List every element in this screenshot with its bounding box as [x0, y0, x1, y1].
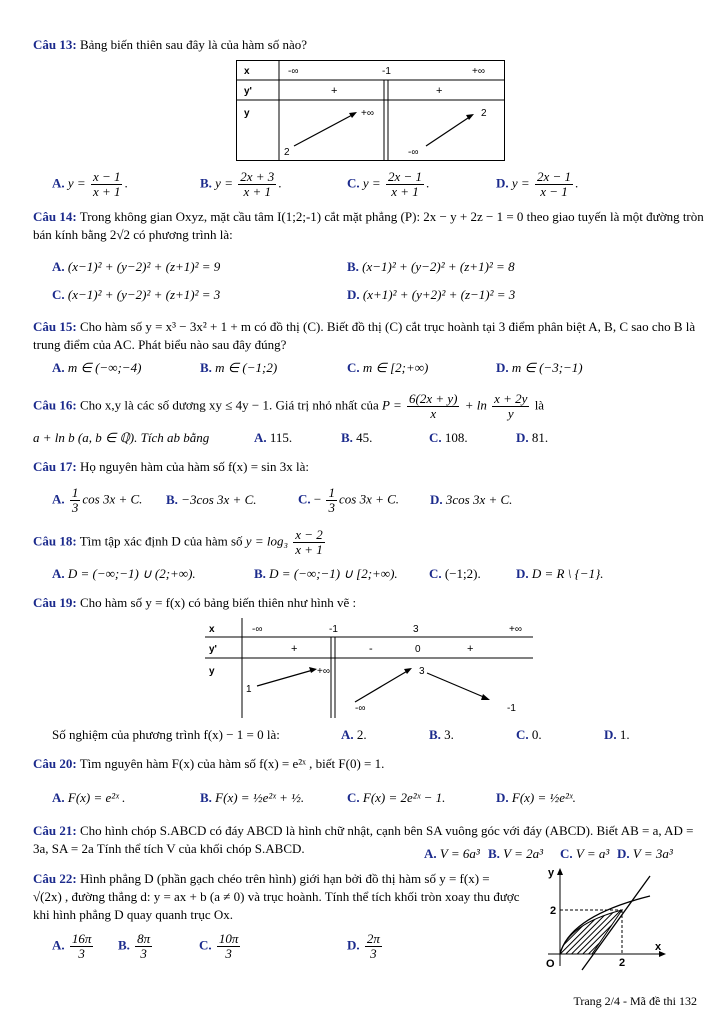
q13-option-a[interactable]: A. y = $\frac{x - 1}{x + 1}$ .: [52, 169, 128, 199]
q20-option-a[interactable]: A. F(x) = e²ˣ .: [52, 790, 126, 805]
q14-option-b[interactable]: B. (x−1)² + (y−2)² + (z+1)² = 8: [347, 259, 515, 274]
q17-option-b[interactable]: B. −3cos 3x + C.: [166, 492, 257, 507]
question-22: Câu 22: Hình phẳng D (phần gạch chéo trên hình) giới hạn bởi đồ thị hàm số y = f(x) = √(2x) , đường thẳng d: y = ax + b (a ≠ 0) và trục hoành. Tính thể tích khối tròn xoay thu được khi hình phẳng D quay quanh trục Ox.: [33, 871, 520, 922]
variation-table-19: [205, 618, 535, 718]
page-footer: Trang 2/4 - Mã đề thi 132: [573, 994, 697, 1008]
y-value-two-right: 2: [481, 108, 487, 119]
q22-option-b[interactable]: B. $\frac{8\pi}{3}$: [118, 931, 151, 961]
svg-text:+: +: [467, 643, 474, 655]
q21-option-a[interactable]: A. V = 6a³: [424, 846, 480, 861]
svg-text:-∞: -∞: [355, 703, 366, 714]
question-15: Câu 15: Cho hàm số y = x³ − 3x² + 1 + m có đồ thị (C). Biết đồ thị (C) cắt trục hoành tại 3 điểm phân biệt A, B, C sao cho B là trung điểm của AC. Phát biểu nào sau đây đúng?: [33, 319, 696, 352]
x-neg-inf: -∞: [288, 66, 299, 77]
q22-option-d[interactable]: D. $\frac{2\pi}{3}$: [347, 931, 380, 961]
svg-text:3: 3: [413, 624, 419, 635]
question-21: Câu 21: Cho hình chóp S.ABCD có đáy ABCD là hình chữ nhật, cạnh bên SA vuông góc với đáy (ABCD). Biết AB = a, AD = 3a, SA = 2a Tính thể tích V của khối chóp S.ABCD.: [33, 823, 694, 856]
q20-option-b[interactable]: B. F(x) = ½e²ˣ + ½.: [200, 790, 305, 805]
x-label: x: [244, 66, 250, 77]
y-value-pos-inf: +∞: [361, 108, 374, 119]
x-minus-one: -1: [382, 66, 391, 77]
question-number: Câu 13:: [33, 37, 77, 52]
question-20: Câu 20: Tìm nguyên hàm F(x) của hàm số f(x) = e²ˣ , biết F(0) = 1.: [33, 756, 385, 771]
svg-text:y: y: [548, 867, 555, 879]
question-17: Câu 17: Họ nguyên hàm của hàm số f(x) = sin 3x là:: [33, 459, 309, 474]
q15-option-c[interactable]: C. m ∈ [2;+∞): [347, 360, 429, 375]
q14-option-a[interactable]: A. (x−1)² + (y−2)² + (z+1)² = 9: [52, 259, 221, 274]
q19-option-d[interactable]: D. 1.: [604, 727, 630, 742]
svg-text:-1: -1: [329, 624, 338, 635]
q13-option-c[interactable]: C. y = $\frac{2x - 1}{x + 1}$ .: [347, 169, 430, 199]
q16-option-a[interactable]: A. 115.: [254, 430, 293, 445]
y-label: y: [244, 108, 250, 119]
q14-option-c[interactable]: C. (x−1)² + (y−2)² + (z+1)² = 3: [52, 287, 221, 302]
q22-graph: [540, 866, 670, 976]
q16-option-b[interactable]: B. 45.: [341, 430, 373, 445]
svg-text:-∞: -∞: [252, 624, 263, 635]
q21-option-d[interactable]: D. V = 3a³: [617, 846, 673, 861]
question-16: Câu 16: Cho x,y là các số dương xy ≤ 4y − 1. Giá trị nhỏ nhất của P = $\frac{6(2x + y)}{x}$ + ln $\frac{x + 2y}{y}$ là: [33, 391, 545, 421]
question-19: Câu 19: Cho hàm số y = f(x) có bảng biến thiên như hình vẽ :: [33, 595, 357, 610]
q19-option-c[interactable]: C. 0.: [516, 727, 542, 742]
q15-option-d[interactable]: D. m ∈ (−3;−1): [496, 360, 583, 375]
svg-text:2: 2: [619, 957, 626, 969]
question-text: Bảng biến thiên sau đây là của hàm số nào?: [79, 37, 308, 52]
svg-text:0: 0: [415, 644, 421, 655]
svg-text:-1: -1: [507, 703, 516, 714]
q21-option-b[interactable]: B. V = 2a³: [488, 846, 544, 861]
question-14: Câu 14: Trong không gian Oxyz, mặt cầu tâm I(1;2;-1) cắt mặt phẳng (P): 2x − y + 2z − 1 = 0 theo giao tuyến là một đường tròn bán kính bằng 2√2 có phương trình là:: [33, 209, 704, 242]
q16-option-c[interactable]: C. 108.: [429, 430, 468, 445]
yprime-sign-left: +: [331, 85, 338, 97]
svg-text:x: x: [209, 624, 215, 635]
q19-option-b[interactable]: B. 3.: [429, 727, 454, 742]
svg-text:+: +: [291, 643, 298, 655]
q22-option-c[interactable]: C. $\frac{10\pi}{3}$: [199, 931, 239, 961]
q18-option-c[interactable]: C. (−1;2).: [429, 566, 481, 581]
variation-table-13: [236, 60, 506, 162]
q16-option-d[interactable]: D. 81.: [516, 430, 549, 445]
svg-text:3: 3: [419, 666, 425, 677]
q16-line2: a + ln b (a, b ∈ ℚ). Tích ab bằng: [33, 430, 210, 445]
q14-option-d[interactable]: D. (x+1)² + (y+2)² + (z−1)² = 3: [347, 287, 516, 302]
q18-option-d[interactable]: D. D = R \ {−1}.: [516, 566, 604, 581]
q13-option-b[interactable]: B. y = $\frac{2x + 3}{x + 1}$ .: [200, 169, 282, 199]
y-value-neg-inf: -∞: [408, 147, 419, 158]
q18-option-b[interactable]: B. D = (−∞;−1) ∪ [2;+∞).: [254, 566, 398, 581]
svg-text:y': y': [209, 644, 217, 655]
q17-option-c[interactable]: C. − $\frac{1}{3}$ cos 3x + C.: [298, 485, 400, 515]
svg-text:-: -: [369, 643, 373, 655]
svg-text:+∞: +∞: [317, 666, 330, 677]
q17-option-a[interactable]: A. $\frac{1}{3}$ cos 3x + C.: [52, 485, 143, 515]
x-pos-inf: +∞: [472, 66, 485, 77]
q15-option-b[interactable]: B. m ∈ (−1;2): [200, 360, 278, 375]
q13-option-d[interactable]: D. y = $\frac{2x - 1}{x - 1}$ .: [496, 169, 579, 199]
question-13: [33, 36, 705, 54]
q20-option-d[interactable]: D. F(x) = ½e²ˣ.: [496, 790, 576, 805]
q15-option-a[interactable]: A. m ∈ (−∞;−4): [52, 360, 142, 375]
svg-text:x: x: [655, 941, 662, 953]
svg-text:O: O: [546, 958, 555, 970]
q18-option-a[interactable]: A. D = (−∞;−1) ∪ (2;+∞).: [52, 566, 196, 581]
q17-option-d[interactable]: D. 3cos 3x + C.: [430, 492, 513, 507]
svg-text:y: y: [209, 666, 215, 677]
svg-text:2: 2: [550, 905, 557, 917]
svg-text:+∞: +∞: [509, 624, 522, 635]
y-value-two-left: 2: [284, 147, 290, 158]
q19-option-a[interactable]: A. 2.: [341, 727, 367, 742]
yprime-sign-right: +: [436, 85, 443, 97]
q22-option-a[interactable]: A. $\frac{16\pi}{3}$: [52, 931, 92, 961]
q21-option-c[interactable]: C. V = a³: [560, 846, 610, 861]
q19-subquestion: Số nghiệm của phương trình f(x) − 1 = 0 là:: [52, 727, 280, 742]
svg-text:1: 1: [246, 684, 252, 695]
question-18: Câu 18: Tìm tập xác định D của hàm số y = log₃ $\frac{x - 2}{x + 1}$: [33, 527, 323, 557]
q20-option-c[interactable]: C. F(x) = 2e²ˣ − 1.: [347, 790, 446, 805]
yprime-label: y': [244, 86, 252, 97]
